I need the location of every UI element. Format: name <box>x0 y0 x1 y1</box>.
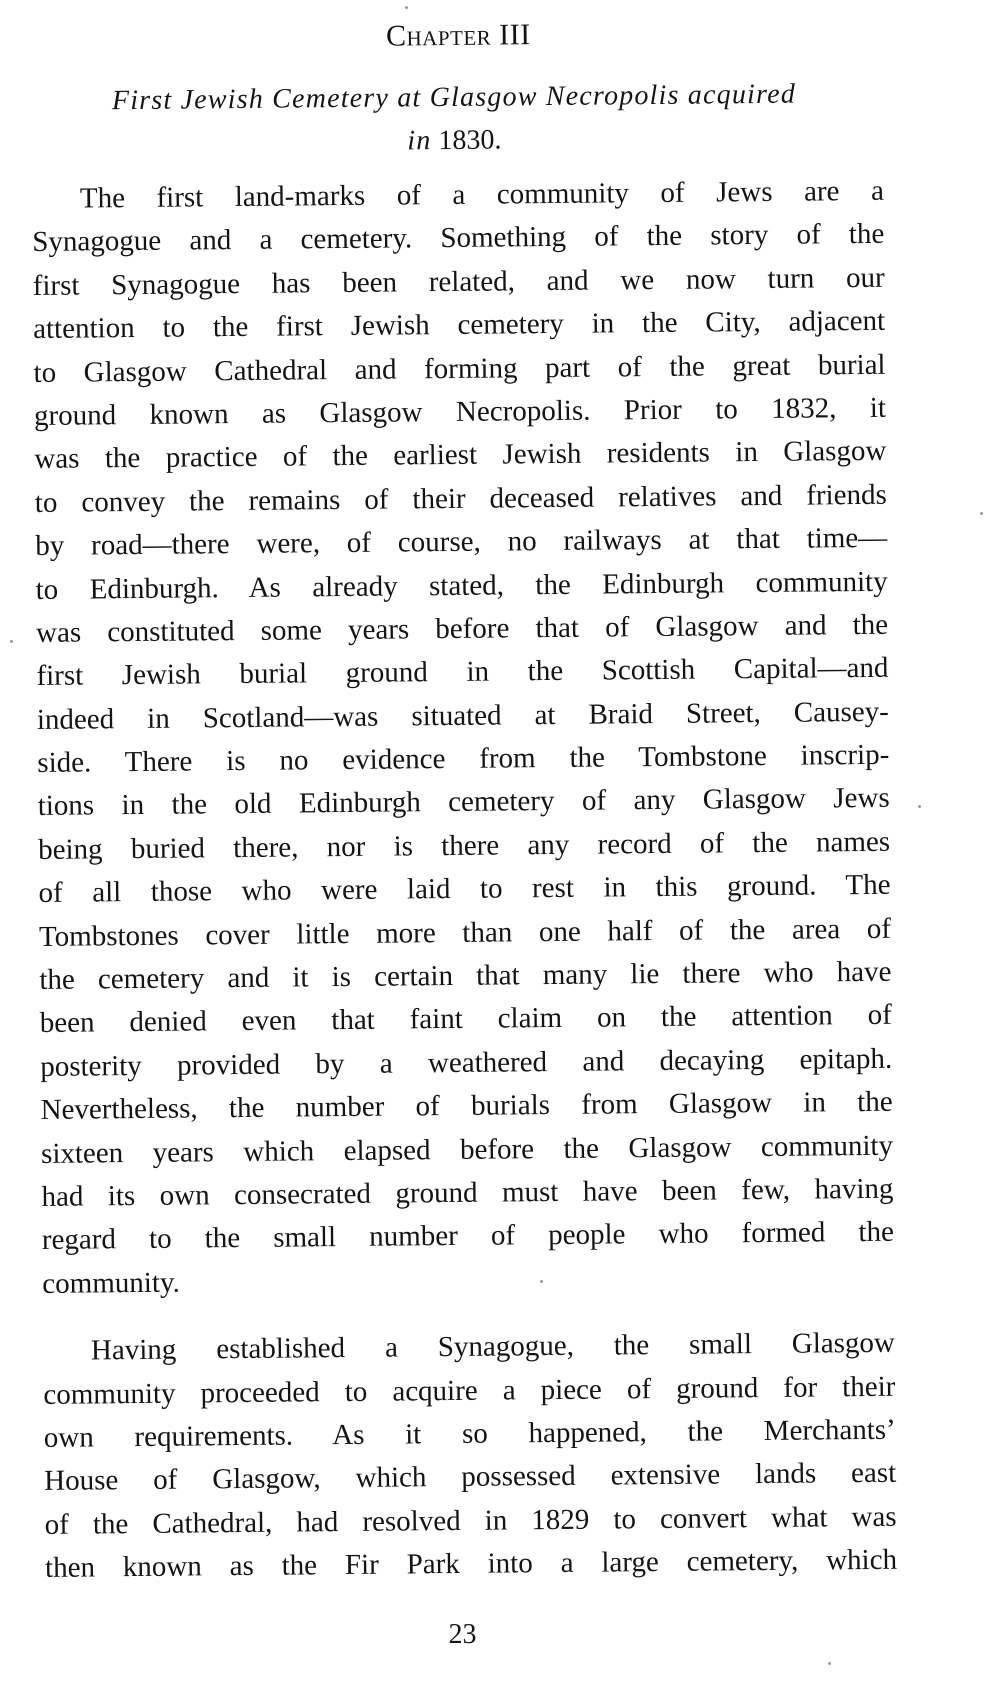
subtitle-in: in <box>407 125 432 157</box>
text-line: first Synagogue has been related, and we now turn our <box>32 261 885 302</box>
text-line: tions in the old Edinburgh cemetery of any Glasgow Jews <box>37 782 890 823</box>
subtitle-main: First Jewish Cemetery at Glasgow Necropolis acquired <box>111 78 797 117</box>
text-line: Synagogue and a cemetery. Something of the story of the <box>32 218 885 259</box>
chapter-heading: Chapter III <box>385 18 531 53</box>
text-line: side. There is no evidence from the Tombstone inscrip- <box>37 738 890 780</box>
text-line: community proceeded to acquire a piece of ground for their <box>43 1370 896 1411</box>
text-line: to Edinburgh. As already stated, the Edinburgh community <box>35 565 888 606</box>
text-line: ground known as Glasgow Necropolis. Prior to 1832, it <box>33 391 887 432</box>
text-line: Nevertheless, the number of burials from Glasgow in the <box>40 1085 893 1127</box>
text-line: had its own consecrated ground must have been few, having <box>41 1172 894 1213</box>
text-line: sixteen years which elapsed before the Glasgow community <box>40 1129 894 1170</box>
scan-speck <box>980 512 983 515</box>
text-line: regard to the small number of people who formed the <box>41 1216 895 1257</box>
text-line: the cemetery and it is certain that many lie there who have <box>39 955 892 996</box>
text-line: was constituted some years before that of Glasgow and the <box>35 608 889 649</box>
text-line: House of Glasgow, which possessed extensive lands east <box>44 1457 897 1498</box>
text-line: indeed in Scotland—was situated at Braid Street, Causey- <box>36 695 890 736</box>
text-line: The first land-marks of a community of Jews are a <box>79 174 885 215</box>
text-line: to convey the remains of their deceased relatives and friends <box>34 478 887 519</box>
scan-speck <box>405 6 408 9</box>
scan-speck <box>10 640 13 643</box>
text-line: first Jewish burial ground in the Scottish Capital—and <box>36 652 889 693</box>
text-line: attention to the first Jewish cemetery in the City, adjacent <box>33 304 886 346</box>
scan-speck <box>918 805 921 808</box>
chapter-subtitle <box>59 72 850 166</box>
text-line: own requirements. As it so happened, the Merchants’ <box>43 1413 896 1454</box>
text-line: then known as the Fir Park into a large cemetery, which <box>44 1543 898 1585</box>
text-line: Having established a Synagogue, the small Glasgow <box>90 1326 896 1367</box>
text-line: was the practice of the earliest Jewish residents in Glasgow <box>34 435 887 476</box>
text-line: to Glasgow Cathedral and forming part of the great burial <box>33 348 886 389</box>
scan-speck <box>828 1662 831 1665</box>
scan-speck <box>540 1280 543 1283</box>
text-line: being buried there, nor is there any record of the names <box>38 825 891 866</box>
text-line: by road—there were, of course, no railways at that time— <box>35 521 888 563</box>
text-line: Tombstones cover little more than one half of the area of <box>38 912 892 953</box>
text-line: of the Cathedral, had resolved in 1829 to convert what was <box>44 1500 897 1541</box>
body-text <box>32 170 898 1591</box>
text-line: been denied even that faint claim on the attention of <box>39 999 892 1040</box>
page-number: 23 <box>448 1619 477 1650</box>
text-line: of all those who were laid to rest in this ground. The <box>38 869 891 910</box>
subtitle-year: 1830. <box>438 124 502 157</box>
paragraph-1 <box>32 170 895 1306</box>
paragraph-2 <box>43 1322 897 1591</box>
text-line: community. <box>42 1266 180 1300</box>
text-line: posterity provided by a weathered and decaying epitaph. <box>40 1042 893 1083</box>
